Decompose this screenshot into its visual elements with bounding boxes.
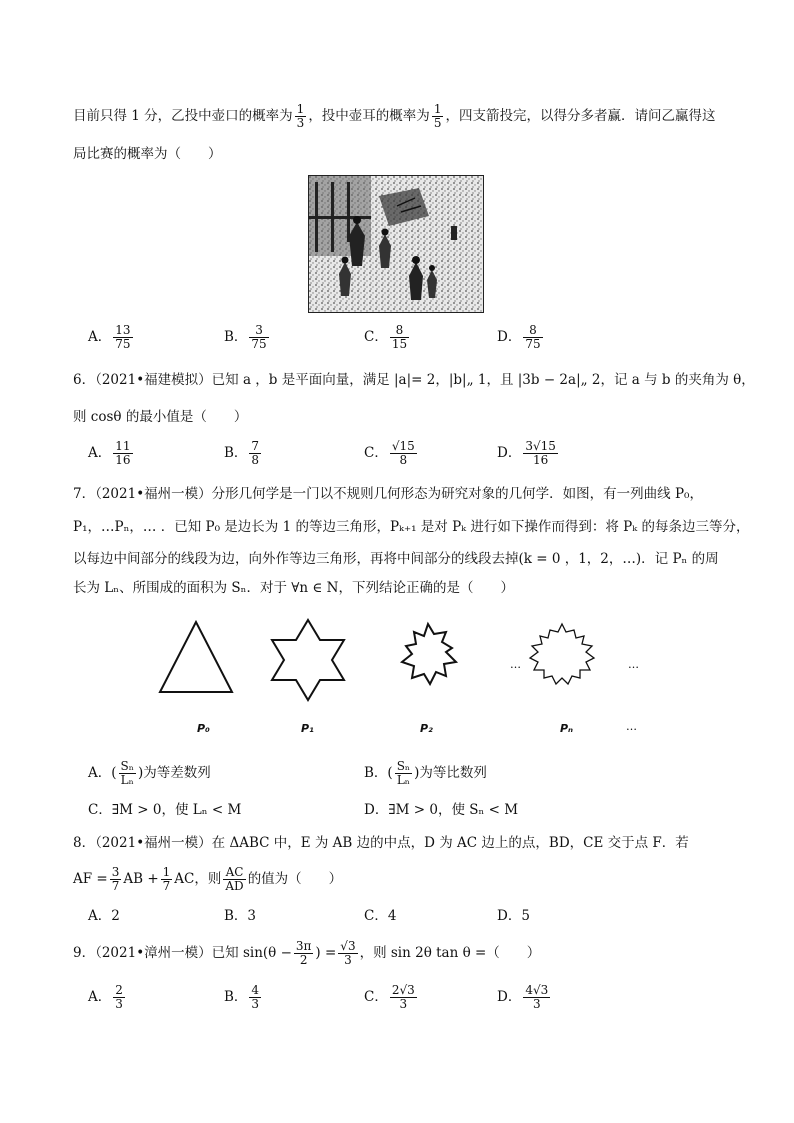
caption-pn: Pₙ bbox=[560, 722, 574, 735]
q6-option-b[interactable]: B． $\frac{7}{8}$ bbox=[224, 439, 260, 467]
ellipsis-2: … bbox=[628, 658, 639, 671]
q8-stem-line-2: AF = $\frac{3}{7}$ AB + $\frac{1}{7}$ AC，则 $\frac{AC}{AD}$ 的值为（ ） bbox=[73, 865, 343, 893]
ellipsis-1: … bbox=[510, 658, 521, 671]
q6-option-c[interactable]: C． $\frac{√15}{8}$ bbox=[364, 439, 415, 467]
q8-option-a[interactable]: A．2 bbox=[88, 908, 120, 924]
q6-option-a[interactable]: A． $\frac{11}{16}$ bbox=[88, 439, 131, 467]
q5-text-b: ，投中壶耳的概率为 bbox=[308, 108, 430, 124]
q5-option-c[interactable]: C． $\frac{8}{15}$ bbox=[364, 323, 408, 351]
q6-option-d[interactable]: D． $\frac{3√15}{16}$ bbox=[497, 439, 556, 467]
q5-text-a: 目前只得 1 分，乙投中壶口的概率为 bbox=[73, 108, 293, 124]
q8-stem-line-1: 8．（2021•福州一模）在 ΔABC 中，E 为 AB 边的中点，D 为 AC 边上的点，BD，CE 交于点 F．若 bbox=[73, 835, 689, 851]
q5-option-d[interactable]: D． $\frac{8}{75}$ bbox=[497, 323, 541, 351]
q8-option-c[interactable]: C．4 bbox=[364, 908, 397, 924]
q7-option-b[interactable]: B．( $\frac{\text{Sₙ}}{\text{Lₙ}}$ )为等比数列 bbox=[364, 759, 487, 787]
q7-stem-line-2: P₁，…Pₙ，… ．已知 P₀ 是边长为 1 的等边三角形，Pₖ₊₁ 是对 Pₖ 进行如下操作而得到：将 Pₖ 的每条边三等分， bbox=[73, 519, 750, 535]
q9-stem: 9．（2021•漳州一模）已知 sin(θ − $\frac{3\pi}{2}$ ) = $\frac{√3}{3}$ ，则 sin 2θ tan θ =（ ） bbox=[73, 939, 541, 967]
q7-stem-line-4: 长为 Lₙ、所围成的面积为 Sₙ．对于 ∀n ∈ N，下列结论正确的是（ ） bbox=[73, 580, 514, 596]
q5-option-b[interactable]: B． $\frac{3}{75}$ bbox=[224, 323, 267, 351]
q7-option-a[interactable]: A．( $\frac{\text{Sₙ}}{\text{Lₙ}}$ )为等差数列 bbox=[88, 759, 211, 787]
q9-option-c[interactable]: C． $\frac{2√3}{3}$ bbox=[364, 983, 415, 1011]
caption-p2: P₂ bbox=[420, 722, 433, 735]
q5-text-c: ，四支箭投完，以得分多者赢．请问乙赢得这 bbox=[445, 108, 716, 124]
q7-stem-line-3: 以每边中间部分的线段为边，向外作等边三角形，再将中间部分的线段去掉(k = 0 ，1，2，…)．记 Pₙ 的周 bbox=[73, 551, 719, 567]
q7-stem-line-1: 7．（2021•福州一模）分形几何学是一门以不规则几何形态为研究对象的几何学．如图，有一列曲线 P₀， bbox=[73, 486, 703, 502]
pn-snowflake bbox=[530, 624, 594, 684]
q9-option-a[interactable]: A． $\frac{2}{3}$ bbox=[88, 983, 123, 1011]
p2-snowflake bbox=[402, 624, 456, 684]
p0-triangle bbox=[160, 622, 232, 692]
q5-mouth-probability: $\frac{1}{3}$ bbox=[296, 102, 305, 130]
ellipsis-3: … bbox=[626, 720, 637, 733]
q9-option-d[interactable]: D． $\frac{4√3}{3}$ bbox=[497, 983, 549, 1011]
q8-option-d[interactable]: D．5 bbox=[497, 908, 530, 924]
q7-option-d[interactable]: D．∃M > 0，使 Sₙ < M bbox=[364, 802, 519, 818]
caption-p0: P₀ bbox=[197, 722, 210, 735]
p1-star bbox=[272, 620, 344, 700]
q6-stem-line-2: 则 cosθ 的最小值是（ ） bbox=[73, 409, 248, 425]
q9-option-b[interactable]: B． $\frac{4}{3}$ bbox=[224, 983, 260, 1011]
pitch-pot-illustration bbox=[308, 175, 484, 313]
q5-stem-line-1 bbox=[73, 103, 754, 130]
q8-option-b[interactable]: B．3 bbox=[224, 908, 257, 924]
caption-p1: P₁ bbox=[301, 722, 314, 735]
q5-ear-probability: $\frac{1}{5}$ bbox=[433, 102, 442, 130]
q5-stem-line-2: 局比赛的概率为（ ） bbox=[73, 146, 222, 162]
q7-option-c[interactable]: C．∃M > 0，使 Lₙ < M bbox=[88, 802, 242, 818]
koch-snowflake-figure bbox=[150, 612, 650, 742]
q5-option-a[interactable]: A． $\frac{13}{75}$ bbox=[88, 323, 131, 351]
q6-stem-line-1: 6．（2021•福建模拟）已知 a ，b 是平面向量，满足 |a|= 2，|b|„ 1，且 |3b − 2a|„ 2，记 a 与 b 的夹角为 θ， bbox=[73, 372, 755, 388]
